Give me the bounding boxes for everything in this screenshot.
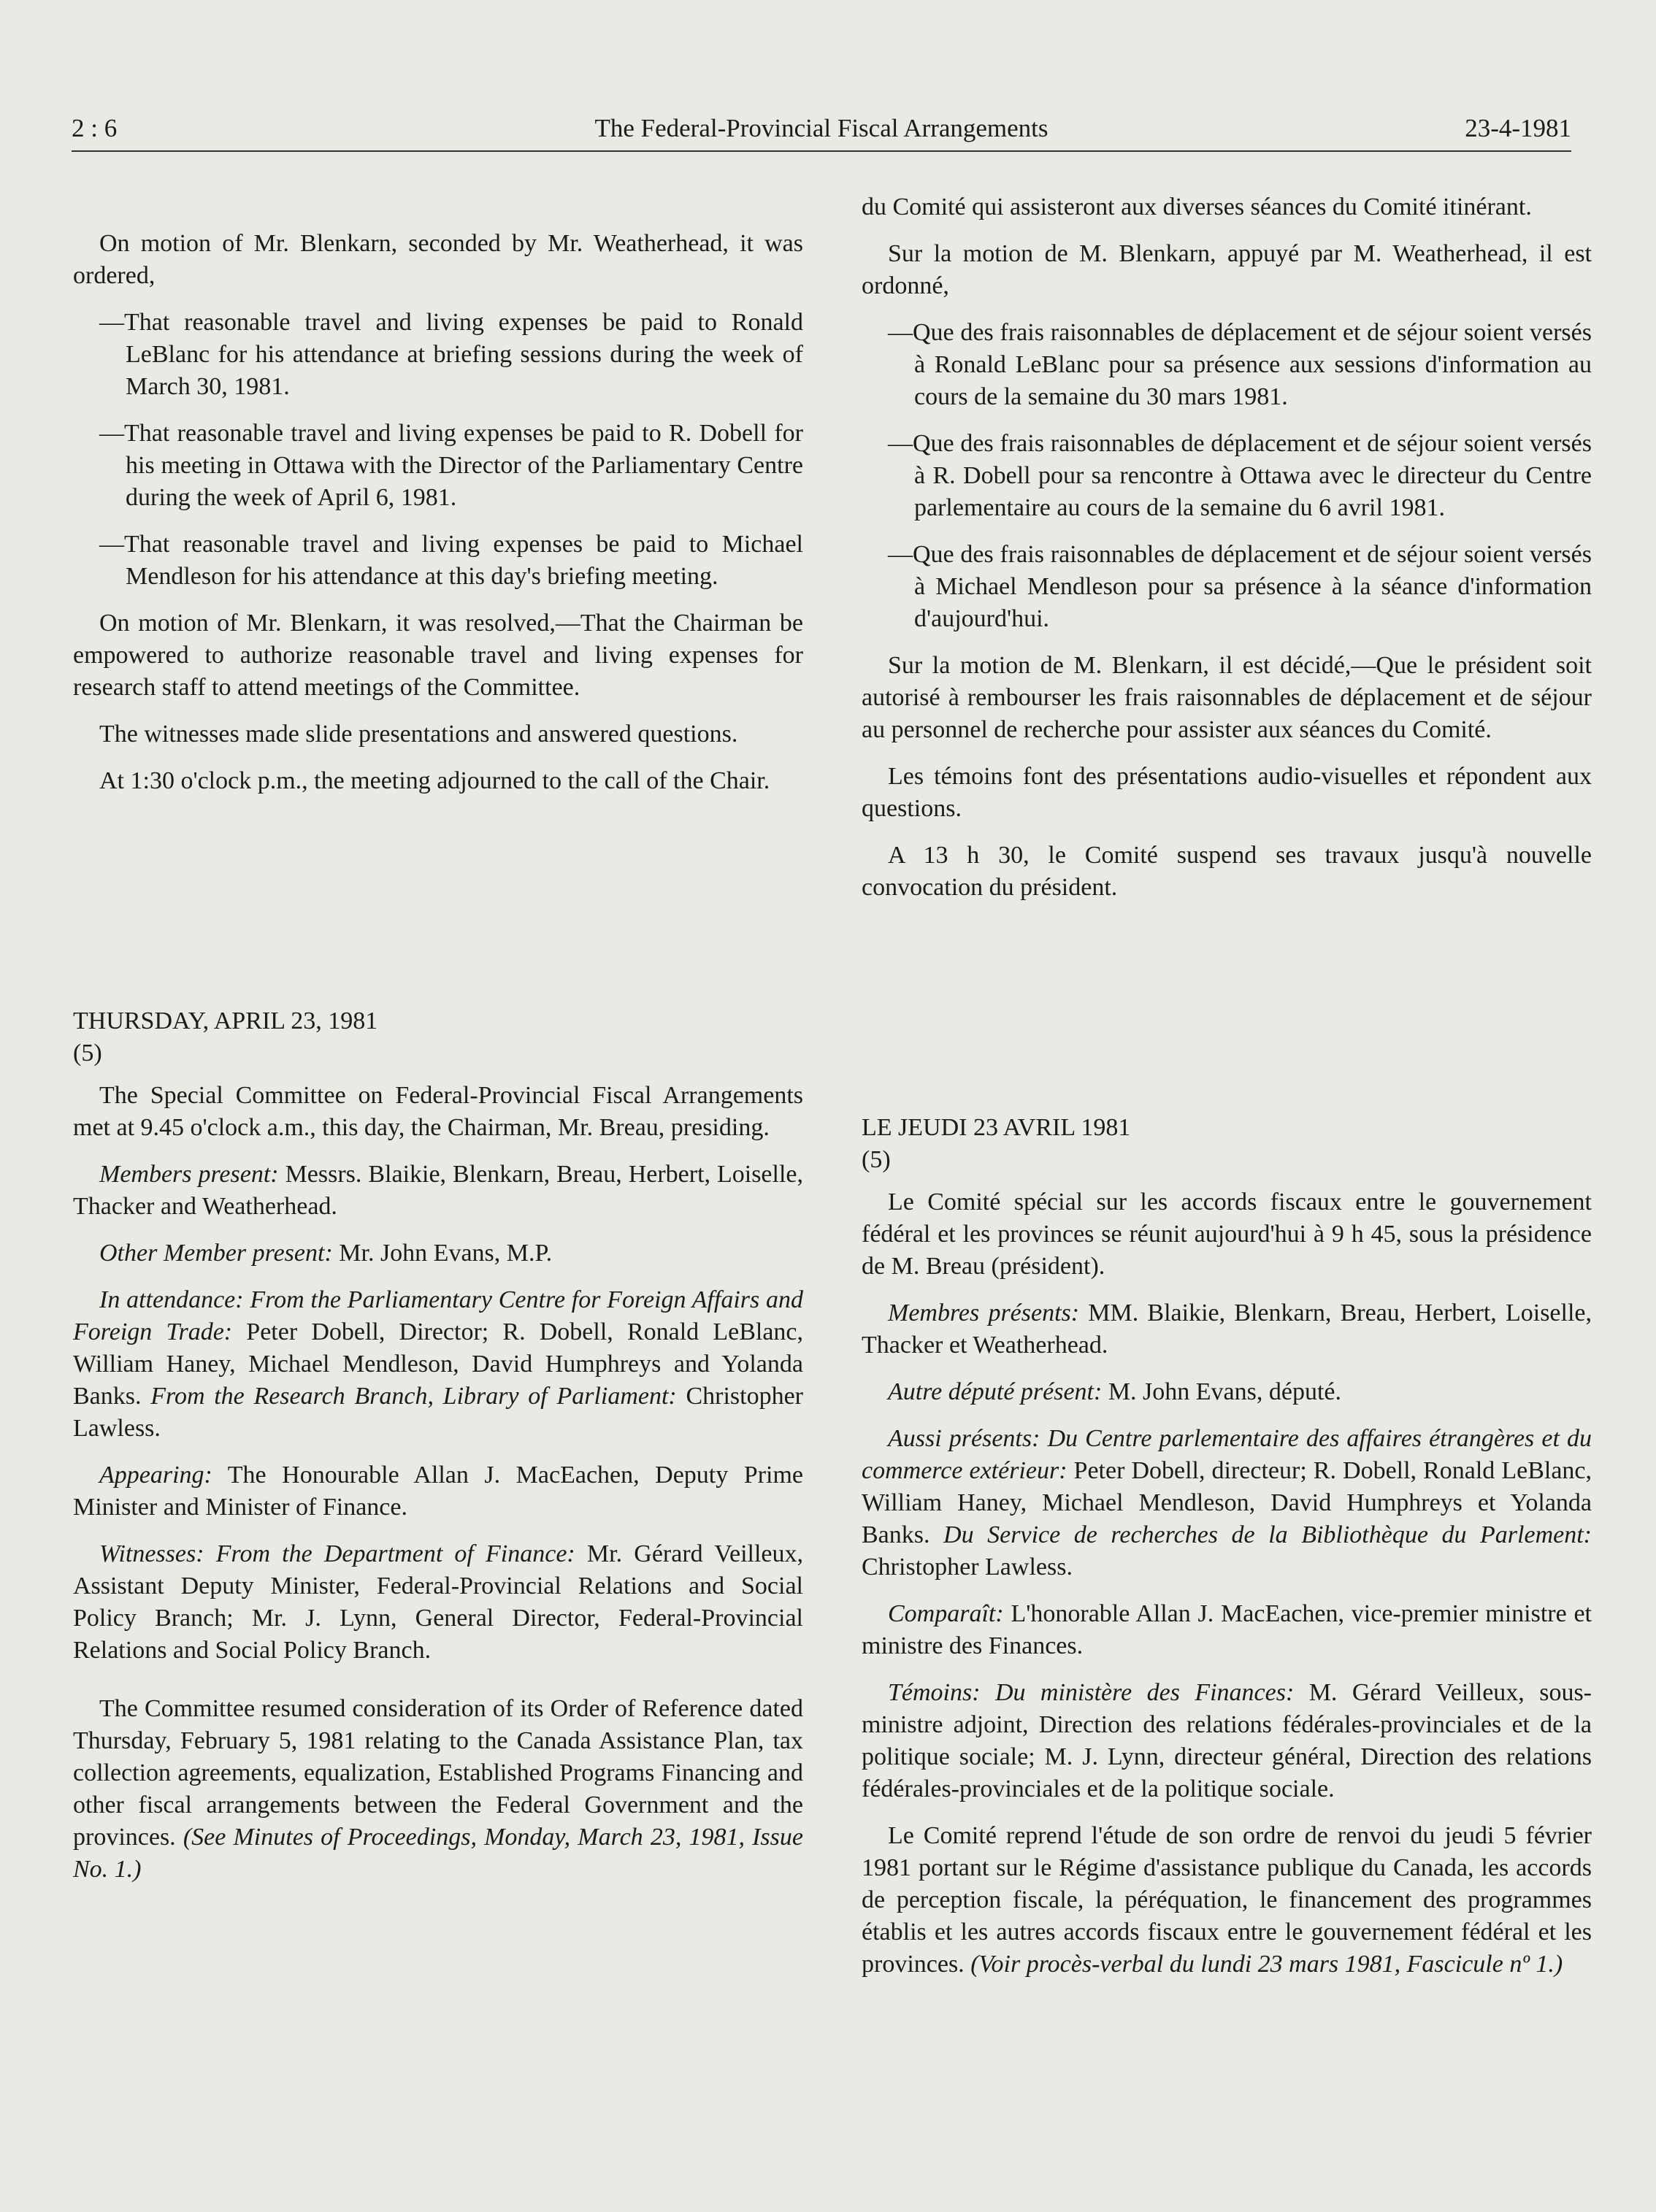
members-label: Members present: [99,1161,279,1188]
witnesses-label: Witnesses: From the Department of Finance: [99,1540,575,1567]
other-text: M. John Evans, député. [1102,1378,1342,1405]
english-column [73,191,803,1900]
attend-text-2: Christopher Lawless. [73,1383,803,1442]
meeting-paragraph: Le Comité spécial sur les accords fiscaux entre le gouvernement fédéral et les provinces se réunit aujourd'hui à 9 h 45, sous la présidence de M. Breau (président). [862,1188,1592,1280]
other-label: Other Member present: [99,1240,333,1267]
resolution-item: —That reasonable travel and living expenses be paid to Michael Mendleson for his attendance at this day's briefing meeting. [99,531,803,590]
header-rule [72,150,1571,152]
appearing-label: Comparaît: [888,1600,1004,1627]
meeting-paragraph: The Special Committee on Federal-Provincial Fiscal Arrangements met at 9.45 o'clock a.m., this day, the Chairman, Mr. Breau, presiding. [73,1082,803,1141]
spacer [73,1681,803,1693]
order-of-reference [73,1693,803,1886]
members-label: Membres présents: [888,1299,1080,1326]
members-present [862,1297,1592,1362]
spacer [862,918,1592,1112]
order-text: The Committee resumed consideration of its Order of Reference dated Thursday, February 5, 1981 relating to the Canada Assistance Plan, tax collection agreements, equalization, Established Programs Financing and other fiscal arrangements between the Federal Government and the provinces. [73,1695,803,1851]
spacer [73,812,803,1005]
in-attendance [862,1423,1592,1583]
other-label: Autre député présent: [888,1378,1103,1405]
witnesses-text: M. Gérard Veilleux, sous-ministre adjoint, Direction des relations fédérales-provinciales et de la politique sociale; M. J. Lynn, directeur général, Direction des relations fédérales-provinciales et de la politique sociale. [862,1679,1592,1802]
motion-paragraph: Sur la motion de M. Blenkarn, appuyé par M. Weatherhead, il est ordonné, [862,240,1592,299]
body-paragraph: Les témoins font des présentations audio-visuelles et répondent aux questions. [862,763,1592,822]
motion-paragraph: On motion of Mr. Blenkarn, seconded by Mr. Weatherhead, it was ordered, [73,230,803,289]
witnesses-label: Témoins: Du ministère des Finances: [888,1679,1295,1706]
order-of-reference [862,1820,1592,1981]
meeting-number: (5) [862,1146,891,1173]
appearing-text: The Honourable Allan J. MacEachen, Deputy Prime Minister and Minister of Finance. [73,1462,803,1521]
appearing-text: L'honorable Allan J. MacEachen, vice-premier ministre et ministre des Finances. [862,1600,1592,1659]
members-text: MM. Blaikie, Blenkarn, Breau, Herbert, Loiselle, Thacker et Weatherhead. [862,1299,1592,1359]
meeting-number: (5) [73,1040,102,1067]
page-number: 2 : 6 [72,114,118,142]
appearing [862,1598,1592,1662]
in-attendance [73,1284,803,1445]
appearing-label: Appearing: [99,1462,212,1489]
resolution-item: —Que des frais raisonnables de déplacement et de séjour soient versés à Ronald LeBlanc pour sa présence aux sessions d'information au cours de la semaine du 30 mars 1981. [888,319,1592,410]
day-heading: LE JEUDI 23 AVRIL 1981 [862,1114,1131,1141]
attend-label-2: Du Service de recherches de la Bibliothèque du Parlement: [929,1521,1592,1548]
attend-label: In attendance: From the Parliamentary Centre for Foreign Affairs and Foreign Trade: [73,1286,803,1345]
adjournment-paragraph: A 13 h 30, le Comité suspend ses travaux jusqu'à nouvelle convocation du président. [862,842,1592,901]
other-text: Mr. John Evans, M.P. [332,1240,553,1267]
resolution-item: —That reasonable travel and living expenses be paid to R. Dobell for his meeting in Ottawa with the Director of the Parliamentary Centre during the week of April 6, 1981. [99,420,803,511]
attend-label: Aussi présents: Du Centre parlementaire des affaires étrangères et du commerce extérieur: [862,1425,1592,1484]
body-paragraph: The witnesses made slide presentations and answered questions. [99,721,738,748]
running-title: The Federal-Provincial Fiscal Arrangements [594,114,1049,142]
resolution-item: —Que des frais raisonnables de déplacement et de séjour soient versés à R. Dobell pour sa rencontre à Ottawa avec le directeur du Centre parlementaire au cours de la semaine du 6 avril 1981. [888,430,1592,521]
order-reference: (See Minutes of Proceedings, Monday, March 23, 1981, Issue No. 1.) [73,1824,803,1883]
motion-paragraph: On motion of Mr. Blenkarn, it was resolved,—That the Chairman be empowered to authorize reasonable travel and living expenses for research staff to attend meetings of the Committee. [73,610,803,701]
order-reference: (Voir procès-verbal du lundi 23 mars 1981, Fascicule nº 1.) [964,1951,1563,1978]
order-text: Le Comité reprend l'étude de son ordre de renvoi du jeudi 5 février 1981 portant sur le Régime d'assistance publique du Canada, les accords de perception fiscale, la péréquation, le financement des programmes établis et les autres accords fiscaux entre le gouvernement fédéral et les provinces. [862,1822,1592,1978]
motion-paragraph: Sur la motion de M. Blenkarn, il est décidé,—Que le président soit autorisé à rembourser les frais raisonnables de déplacement et de séjour au personnel de recherche pour assister aux séances du Comité. [862,652,1592,743]
day-heading: THURSDAY, APRIL 23, 1981 [73,1007,378,1034]
members-text: Messrs. Blaikie, Blenkarn, Breau, Herbert, Loiselle, Thacker and Weatherhead. [73,1161,803,1220]
continued-paragraph: du Comité qui assisteront aux diverses séances du Comité itinérant. [862,193,1532,220]
french-column [862,191,1592,1995]
spacer [73,191,803,228]
adjournment-paragraph: At 1:30 o'clock p.m., the meeting adjourned to the call of the Chair. [99,767,770,794]
other-member [73,1237,803,1270]
header-date: 23-4-1981 [1465,114,1571,142]
other-member [862,1376,1592,1408]
attend-label-2: From the Research Branch, Library of Parliament: [141,1383,677,1410]
resolution-item: —That reasonable travel and living expenses be paid to Ronald LeBlanc for his attendance at briefing sessions during the week of March 30, 1981. [99,309,803,400]
attend-text: Peter Dobell, Director; R. Dobell, Ronald LeBlanc, William Haney, Michael Mendleson, David Humphreys and Yolanda Banks. [73,1318,803,1410]
members-present [73,1159,803,1223]
attend-text: Peter Dobell, directeur; R. Dobell, Ronald LeBlanc, William Haney, Michael Mendleson, David Humphreys et Yolanda Banks. [862,1457,1592,1548]
witnesses [73,1538,803,1667]
attend-text-2: Christopher Lawless. [862,1554,1073,1581]
witnesses-text: Mr. Gérard Veilleux, Assistant Deputy Minister, Federal-Provincial Relations and Social Policy Branch; Mr. J. Lynn, General Director, Federal-Provincial Relations and Social Policy Branch. [73,1540,804,1664]
resolution-item: —Que des frais raisonnables de déplacement et de séjour soient versés à Michael Mendleson pour sa présence à la séance d'information d'aujourd'hui. [888,541,1592,632]
appearing [73,1459,803,1524]
page-header [72,114,1571,155]
witnesses [862,1677,1592,1805]
